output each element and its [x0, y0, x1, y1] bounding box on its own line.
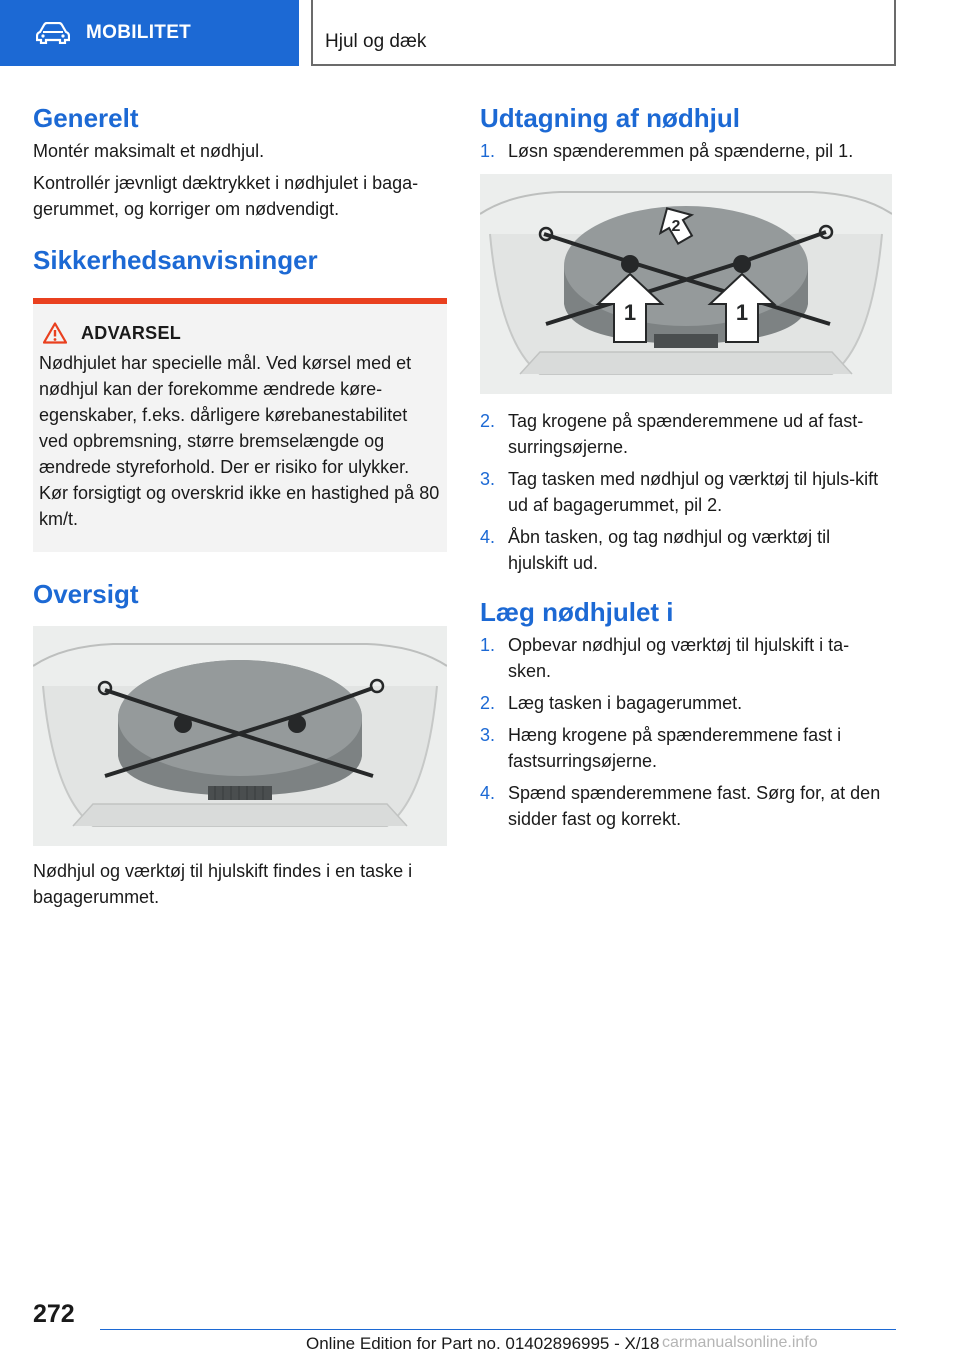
step-text: Læg tasken i bagagerummet.	[508, 693, 743, 713]
warning-header	[39, 322, 441, 344]
general-paragraph-1: Montér maksimalt et nødhjul.	[33, 141, 265, 161]
heading-removal: Udtagning af nødhjul	[480, 103, 740, 133]
list-item	[480, 138, 892, 164]
step-text: Tag krogene på spænderemmene ud af fast-surringsøjerne.	[508, 411, 864, 457]
figure-label-1-right: 1	[735, 300, 749, 325]
section-label: MOBILITET	[86, 22, 192, 43]
trunk-illustration	[33, 626, 447, 846]
left-column	[33, 100, 447, 910]
step-text: Spænd spænderemmene fast. Sørg for, at den sidder fast og korrekt.	[508, 783, 881, 829]
list-item	[480, 408, 892, 460]
insert-steps	[480, 632, 892, 832]
chapter-title: Hjul og dæk	[325, 31, 427, 52]
step-number: 1.	[480, 635, 496, 655]
footer-edition: Online Edition for Part no. 01402896995 - X/18	[306, 1334, 660, 1353]
list-item	[480, 524, 892, 576]
warning-text: Nødhjulet har specielle mål. Ved kørsel med et nødhjul kan der forekomme ændrede køre-egenskaber, f.eks. dårligere kørebanestabilitet ved opbremsning, større bremselængde og ændrede styreforhold. Der er risiko for ulykker. Kør forsigtigt og overskrid ikke en hastighed på 80 km/t.	[39, 353, 440, 529]
watermark: carmanualsonline.info	[662, 1334, 818, 1351]
figure-label-1-left: 1	[623, 300, 637, 325]
list-item	[480, 632, 892, 684]
heading-general: Generelt	[33, 103, 139, 133]
step-number: 2.	[480, 411, 496, 431]
general-paragraph-2: Kontrollér jævnligt dæktrykket i nødhjulet i baga- gerummet, og korriger om nødvendigt.	[33, 173, 419, 219]
step-text: Tag tasken med nødhjul og værktøj til hjuls-kift ud af bagagerummet, pil 2.	[508, 469, 879, 515]
removal-steps	[480, 408, 892, 576]
step-text: Hæng krogene på spænderemmene fast i fastsurringsøjerne.	[508, 725, 842, 771]
page-number: 272	[33, 1300, 75, 1328]
heading-overview: Oversigt	[33, 579, 139, 609]
overview-caption: Nødhjul og værktøj til hjulskift findes i en taske i bagagerummet.	[33, 861, 413, 907]
removal-photo	[480, 174, 892, 394]
warning-triangle-icon	[43, 322, 67, 344]
step-text: Løsn spænderemmen på spænderne, pil 1.	[508, 141, 854, 161]
list-item	[480, 722, 892, 774]
step-number: 2.	[480, 693, 496, 713]
section-tab[interactable]	[0, 0, 299, 66]
list-item	[480, 780, 892, 832]
step-number: 4.	[480, 783, 496, 803]
step-number: 4.	[480, 527, 496, 547]
overview-photo	[33, 626, 447, 846]
footer-divider	[100, 1329, 896, 1330]
step-text: Opbevar nødhjul og værktøj til hjulskift i ta-sken.	[508, 635, 850, 681]
trunk-arrows-illustration	[480, 174, 892, 394]
warning-label: ADVARSEL	[81, 322, 182, 343]
heading-safety: Sikkerhedsanvisninger	[33, 245, 318, 275]
step-number: 3.	[480, 725, 496, 745]
chapter-title-box	[311, 0, 896, 66]
right-column	[480, 100, 892, 838]
list-item	[480, 466, 892, 518]
figure-label-2: 2	[671, 218, 681, 235]
heading-insert: Læg nødhjulet i	[480, 597, 674, 627]
car-icon	[36, 22, 70, 44]
step-text: Åbn tasken, og tag nødhjul og værktøj til hjulskift ud.	[508, 527, 831, 573]
removal-step-1	[480, 138, 892, 164]
step-number: 1.	[480, 141, 496, 161]
warning-box	[33, 298, 447, 552]
step-number: 3.	[480, 469, 496, 489]
list-item	[480, 690, 892, 716]
